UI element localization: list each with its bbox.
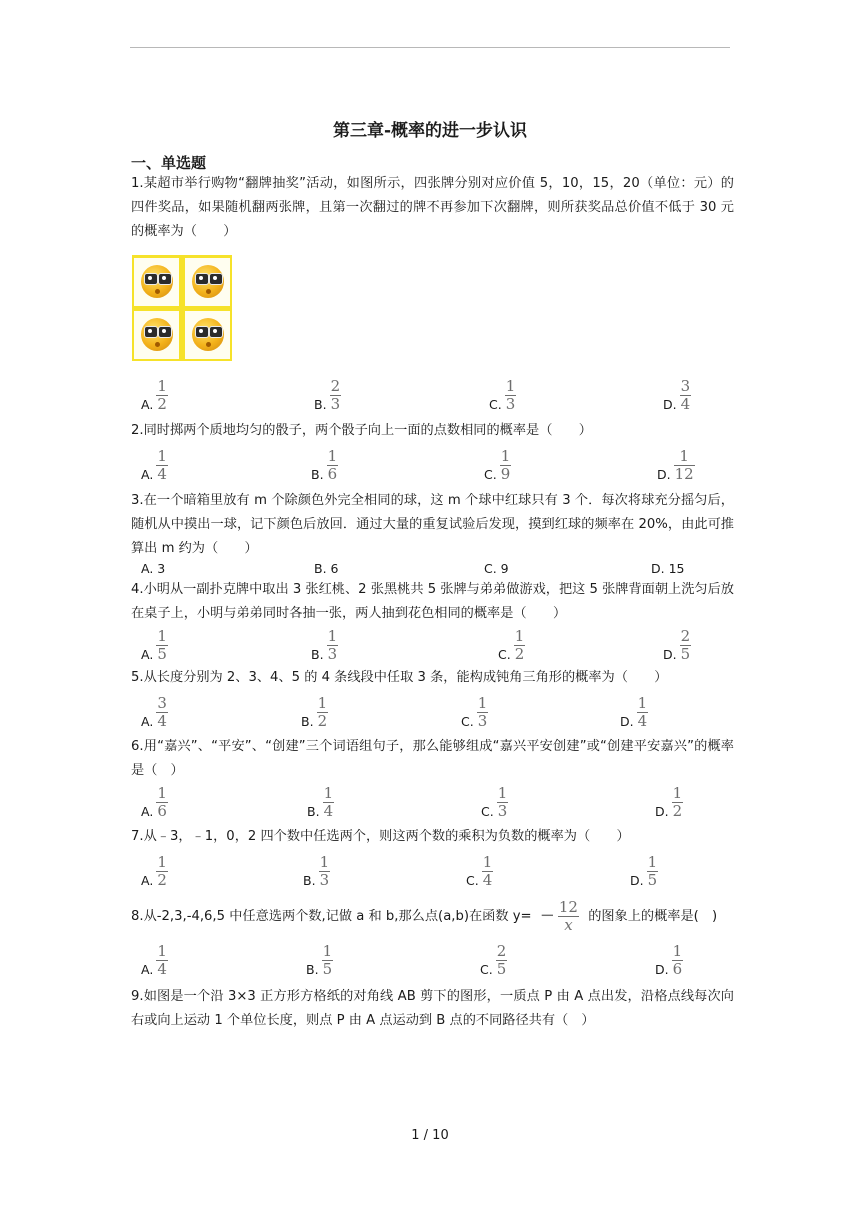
fraction-denominator: 4 [157, 465, 167, 483]
question-3-stem: 3.在一个暗箱里放有 m 个除颜色外完全相同的球，这 m 个球中红球只有 3 个．每次将球充分摇匀后，随机从中摸出一球，记下颜色后放回．通过大量的重复试验后发现，摸到红球的频率在 20%，由此可推算出 m 约为（ ） [131, 493, 734, 556]
fraction-denominator: 4 [323, 802, 334, 820]
question-4-option [498, 625, 525, 661]
option-label: A. [141, 714, 154, 729]
option-fraction [317, 696, 329, 728]
option-label: B. [303, 873, 316, 888]
option-label: D. [655, 804, 669, 819]
question-3-option [484, 562, 509, 576]
option-label: A. [141, 647, 154, 662]
fraction-numerator: 1 [322, 942, 333, 960]
fraction-denominator: 6 [672, 960, 683, 978]
question-7-option [303, 851, 330, 887]
fraction-numerator: 1 [514, 627, 525, 645]
fraction-denominator: 12 [674, 465, 694, 483]
fraction-denominator: 6 [327, 465, 338, 483]
option-fraction [647, 855, 659, 887]
fraction-denominator: 2 [514, 645, 525, 663]
question-5-stem: 5.从长度分别为 2、3、4、5 的 4 条线段中任取 3 条，能构成钝角三角形的概率为（ ） [131, 670, 668, 685]
question-5-option [301, 692, 328, 728]
option-fraction [322, 944, 334, 976]
option-fraction [514, 629, 526, 661]
option-fraction [672, 944, 684, 976]
fraction-numerator: 1 [497, 784, 508, 802]
page-number: 1 / 10 [411, 1128, 449, 1143]
option-label: B. [301, 714, 314, 729]
fraction-numerator: 1 [327, 627, 338, 645]
fraction-numerator: 1 [157, 942, 167, 960]
fraction-denominator: 3 [327, 645, 338, 663]
option-text: A. 3 [141, 561, 166, 576]
function-fraction [540, 900, 579, 932]
fraction-numerator: 1 [672, 942, 683, 960]
option-fraction [496, 944, 508, 976]
fraction-numerator: 3 [157, 694, 167, 712]
header-rule [130, 47, 730, 48]
question-8-stem-after: 的图象上的概率是( ) [588, 909, 718, 924]
question-1-stem: 1.某超市举行购物“翻牌抽奖”活动，如图所示，四张牌分别对应价值 5，10，15，20（单位：元）的四件奖品，如果随机翻两张牌，且第一次翻过的牌不再参加下次翻牌，则所获奖品总价值不低于 30 元的概率为（ ） [131, 176, 734, 239]
question-4-option [663, 625, 691, 661]
question-4-option [141, 625, 168, 661]
option-label: A. [141, 873, 154, 888]
option-text: D. 15 [651, 561, 685, 576]
question-2-stem: 2.同时掷两个质地均匀的骰子，两个骰子向上一面的点数相同的概率是（ ） [131, 423, 592, 438]
fraction-denominator: 4 [680, 395, 691, 413]
minus-sign: − [539, 905, 555, 927]
fraction-numerator: 12 [558, 898, 578, 916]
fraction-denominator: 5 [322, 960, 333, 978]
option-fraction [672, 786, 684, 818]
card-face-icon [185, 311, 230, 359]
option-fraction [156, 855, 168, 887]
option-label: C. [489, 397, 502, 412]
option-label: B. [314, 397, 327, 412]
option-label: C. [484, 467, 497, 482]
fraction-denominator: 2 [672, 802, 683, 820]
option-label: D. [655, 962, 669, 977]
question-5-option [141, 692, 168, 728]
fraction-numerator: 2 [496, 942, 507, 960]
question-4-stem: 4.小明从一副扑克牌中取出 3 张红桃、2 张黑桃共 5 张牌与弟弟做游戏，把这 5 张牌背面朝上洗匀后放在桌子上，小明与弟弟同时各抽一张，两人抽到花色相同的概率是（ ） [131, 582, 734, 621]
option-fraction [156, 449, 168, 481]
fraction-denominator: 3 [505, 395, 516, 413]
fraction-denominator: 3 [319, 871, 330, 889]
flip-cards-image [132, 255, 232, 361]
question-1-option [314, 375, 341, 411]
option-fraction [680, 379, 692, 411]
option-label: C. [461, 714, 474, 729]
fraction-numerator: 1 [157, 447, 167, 465]
option-label: C. [466, 873, 479, 888]
option-fraction [323, 786, 335, 818]
question-1-option [663, 375, 691, 411]
fraction-numerator: 1 [157, 853, 167, 871]
option-fraction [330, 379, 342, 411]
question-1-option [489, 375, 516, 411]
question-3-option [651, 562, 684, 576]
option-fraction [156, 379, 168, 411]
card-face-icon [134, 258, 179, 306]
question-4-option [311, 625, 338, 661]
question-8-option [141, 940, 168, 976]
option-label: D. [663, 397, 677, 412]
option-label: A. [141, 962, 154, 977]
fraction-numerator: 1 [505, 377, 516, 395]
option-label: B. [307, 804, 320, 819]
option-fraction [156, 696, 168, 728]
fraction-numerator: 2 [330, 377, 341, 395]
option-label: A. [141, 804, 154, 819]
question-5-option [461, 692, 488, 728]
fraction-denominator: 4 [482, 871, 493, 889]
question-9-stem: 9.如图是一个沿 3×3 正方形方格纸的对角线 AB 剪下的图形，一质点 P 由 A 点出发，沿格点线每次向右或向上运动 1 个单位长度，则点 P 由 A 点运动到 B 点的不同路径共有（ ） [131, 989, 734, 1028]
question-6-option [655, 782, 683, 818]
option-fraction [497, 786, 509, 818]
fraction-denominator: 4 [157, 960, 167, 978]
option-fraction [327, 629, 339, 661]
question-2-option [484, 445, 511, 481]
fraction-denominator: 4 [637, 712, 648, 730]
option-fraction [156, 944, 168, 976]
option-fraction [637, 696, 649, 728]
option-fraction [505, 379, 517, 411]
fraction-numerator: 1 [157, 627, 167, 645]
fraction-numerator: 1 [319, 853, 330, 871]
fraction-denominator: 3 [330, 395, 341, 413]
fraction-denominator: 4 [157, 712, 167, 730]
question-2-option [141, 445, 168, 481]
option-label: A. [141, 397, 154, 412]
section-heading: 一、单选题 [131, 154, 207, 172]
option-label: D. [663, 647, 677, 662]
fraction-numerator: 1 [317, 694, 328, 712]
fraction-numerator: 1 [637, 694, 648, 712]
option-label: B. [311, 647, 324, 662]
question-6-option [307, 782, 334, 818]
question-2-option [657, 445, 695, 481]
option-label: C. [481, 804, 494, 819]
question-3-option [314, 562, 338, 576]
question-1-option [141, 375, 168, 411]
option-fraction [319, 855, 331, 887]
fraction-numerator: 2 [680, 627, 691, 645]
question-7-option [141, 851, 168, 887]
option-label: C. [498, 647, 511, 662]
fraction-denominator: 5 [496, 960, 507, 978]
document-title: 第三章-概率的进一步认识 [332, 121, 528, 141]
fraction-denominator: 6 [157, 802, 167, 820]
option-fraction [327, 449, 339, 481]
fraction-denominator: 5 [647, 871, 658, 889]
fraction-denominator: 2 [317, 712, 328, 730]
card-face-icon [185, 258, 230, 306]
fraction-numerator: 1 [477, 694, 488, 712]
fraction-numerator: 1 [672, 784, 683, 802]
fraction-numerator: 1 [327, 447, 338, 465]
question-6-option [141, 782, 168, 818]
question-8-option [306, 940, 333, 976]
fraction-denominator: 2 [157, 871, 167, 889]
fraction-numerator: 1 [500, 447, 511, 465]
fraction-numerator: 1 [647, 853, 658, 871]
option-fraction [680, 629, 692, 661]
option-label: C. [480, 962, 493, 977]
option-fraction [674, 449, 695, 481]
question-5-option [620, 692, 648, 728]
fraction-numerator: 3 [680, 377, 691, 395]
option-text: C. 9 [484, 561, 509, 576]
fraction-numerator: 1 [679, 447, 689, 465]
option-label: B. [306, 962, 319, 977]
question-6-option [481, 782, 508, 818]
question-8-option [480, 940, 507, 976]
question-8-stem [131, 900, 734, 932]
fraction-denominator: 2 [157, 395, 167, 413]
card-face-icon [134, 311, 179, 359]
fraction-numerator: 1 [482, 853, 493, 871]
option-fraction [482, 855, 494, 887]
option-fraction [156, 786, 168, 818]
fraction-denominator: x [564, 916, 573, 934]
question-7-option [466, 851, 493, 887]
option-label: D. [620, 714, 634, 729]
option-label: A. [141, 467, 154, 482]
question-8-stem-before: 8.从-2,3,-4,6,5 中任意选两个数,记做 a 和 b,那么点(a,b)在函数 y= [131, 909, 532, 924]
fraction-numerator: 1 [323, 784, 334, 802]
fraction-numerator: 1 [157, 377, 167, 395]
option-label: D. [657, 467, 671, 482]
fraction-denominator: 9 [500, 465, 511, 483]
question-2-option [311, 445, 338, 481]
option-text: B. 6 [314, 561, 339, 576]
question-8-option [655, 940, 683, 976]
question-7-option [630, 851, 658, 887]
option-fraction [156, 629, 168, 661]
option-fraction [477, 696, 489, 728]
question-7-stem: 7.从﹣3，﹣1，0，2 四个数中任选两个，则这两个数的乘积为负数的概率为（ ） [131, 829, 630, 844]
fraction-numerator: 1 [157, 784, 167, 802]
option-label: D. [630, 873, 644, 888]
option-fraction [500, 449, 512, 481]
fraction-denominator: 5 [157, 645, 167, 663]
option-label: B. [311, 467, 324, 482]
question-3-option [141, 562, 165, 576]
fraction-denominator: 3 [497, 802, 508, 820]
fraction-denominator: 5 [680, 645, 691, 663]
question-6-stem: 6.用“嘉兴”、“平安”、“创建”三个词语组句子，那么能够组成“嘉兴平安创建”或“创建平安嘉兴”的概率是（ ） [131, 739, 734, 778]
fraction-denominator: 3 [477, 712, 488, 730]
